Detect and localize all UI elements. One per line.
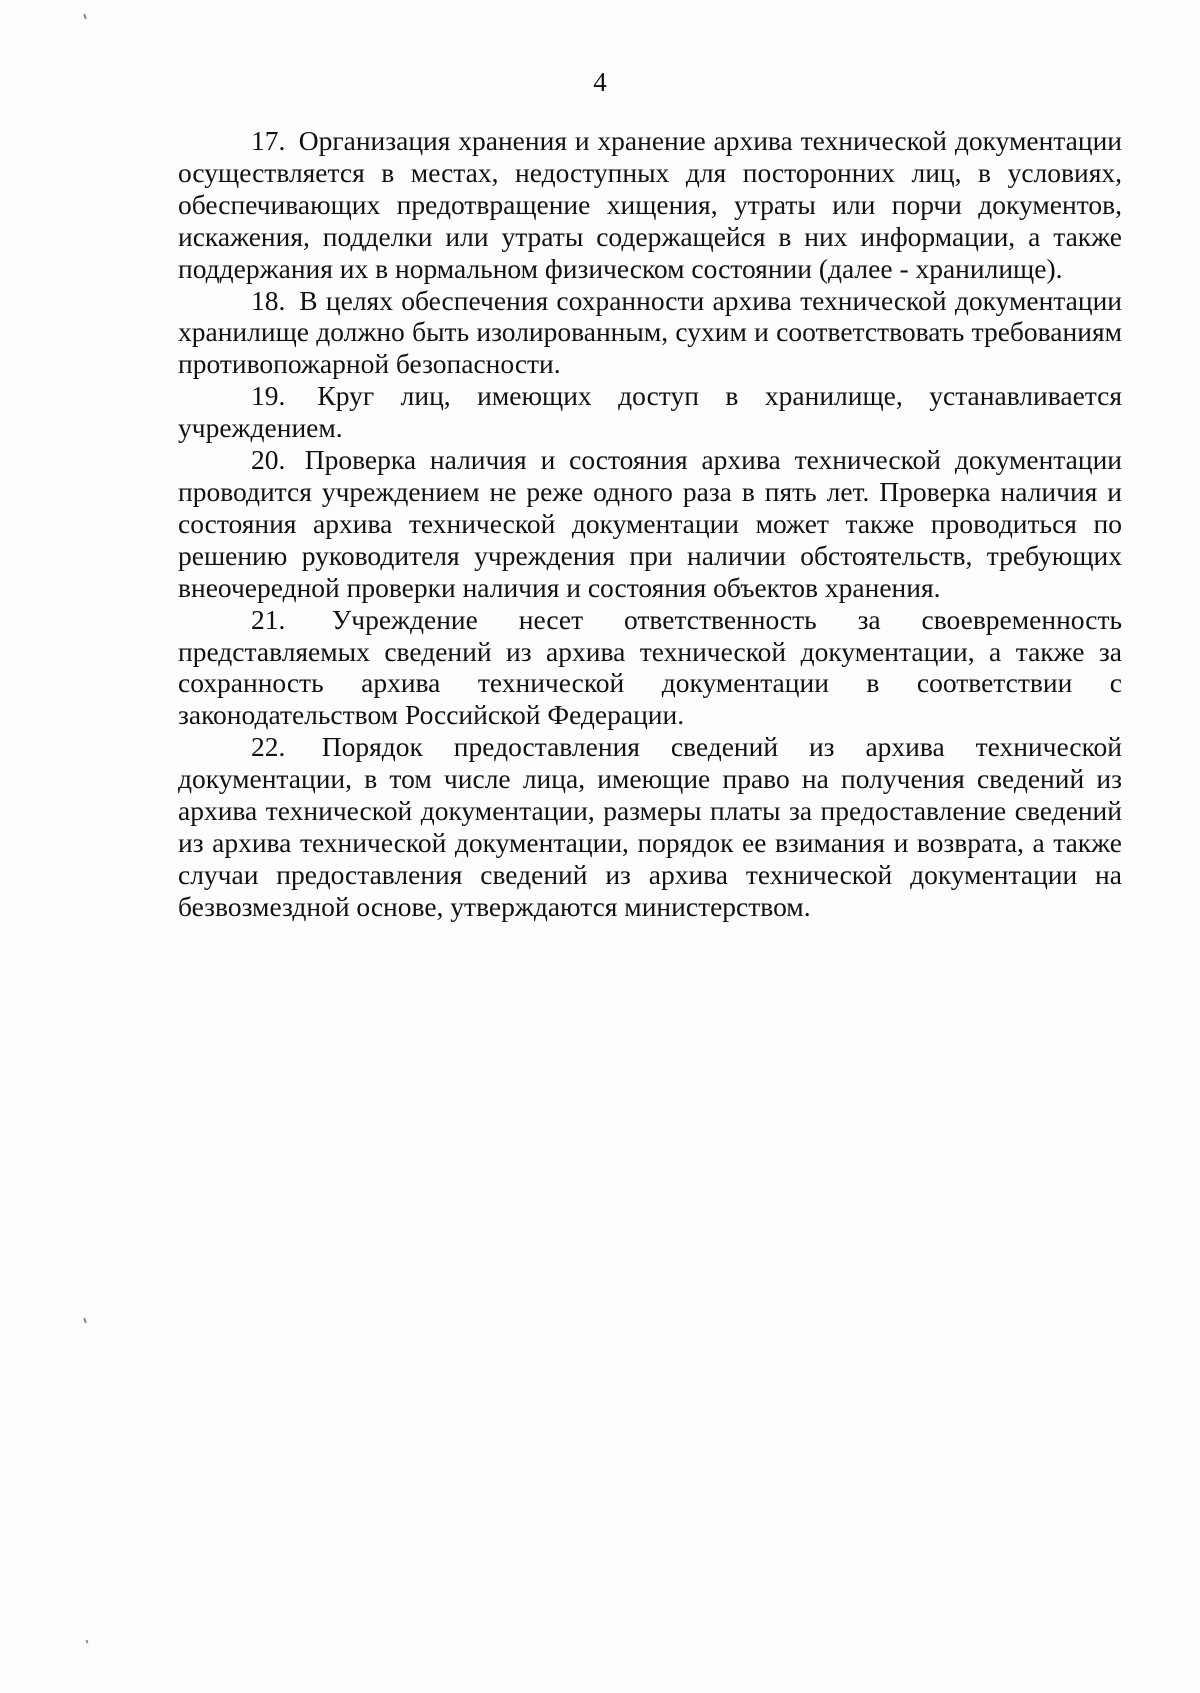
paragraph-number: 22.	[251, 731, 286, 763]
paragraph-text: В целях обеспечения сохранности архива технической документации хранилище должно быть изолированным, сухим и соответствовать требованиям противопожарной безопасности.	[178, 284, 1123, 380]
paragraph-number: 20.	[251, 444, 286, 476]
paragraph-text: Порядок предоставления сведений из архива технической документации, в том числе лица, имеющие право на получения сведений из архива технической документации, размеры платы за предоставление сведений из архива технической документации, порядок ее взимания и возврата, а также случаи предоставления сведений из архива технической документации на безвозмездной основе, утверждаются министерством.	[178, 731, 1122, 922]
paragraph-number: 21.	[251, 603, 286, 635]
paragraph-text: Организация хранения и хранение архива технической документации осуществляется в местах, недоступных для посторонних лиц, в условиях, обеспечивающих предотвращение хищения, утраты или порчи документов, искажения, подделки или утраты содержащейся в них информации, а также поддержания их в нормальном физическом состоянии (далее - хранилище).	[178, 125, 1123, 284]
page-number: 4	[593, 67, 607, 97]
paragraph-21	[178, 604, 1122, 732]
paragraph-22	[178, 731, 1122, 922]
paragraph-number: 19.	[251, 380, 286, 412]
paragraph-text: Учреждение несет ответственность за своевременность представляемых сведений из архива технической документации, а также за сохранность архива технической документации в соответствии с законодательством Российской Федерации.	[178, 603, 1123, 731]
paragraph-number: 18.	[251, 284, 286, 316]
paragraph-number: 17.	[251, 125, 286, 156]
document-body	[178, 125, 1122, 923]
paragraph-17	[178, 125, 1122, 285]
scan-speck	[83, 1318, 87, 1323]
scan-speck	[83, 14, 87, 19]
paragraph-text: Круг лиц, имеющих доступ в хранилище, устанавливается учреждением.	[178, 380, 1122, 444]
paragraph-text: Проверка наличия и состояния архива технической документации проводится учреждением не реже одного раза в пять лет. Проверка наличия и состояния архива технической документации может также проводиться по решению руководителя учреждения при наличии обстоятельств, требующих внеочередной проверки наличия и состояния объектов хранения.	[178, 444, 1123, 603]
paragraph-20	[178, 444, 1122, 604]
scan-speck	[86, 1640, 89, 1644]
paragraph-19	[178, 380, 1122, 444]
paragraph-18	[178, 285, 1122, 381]
